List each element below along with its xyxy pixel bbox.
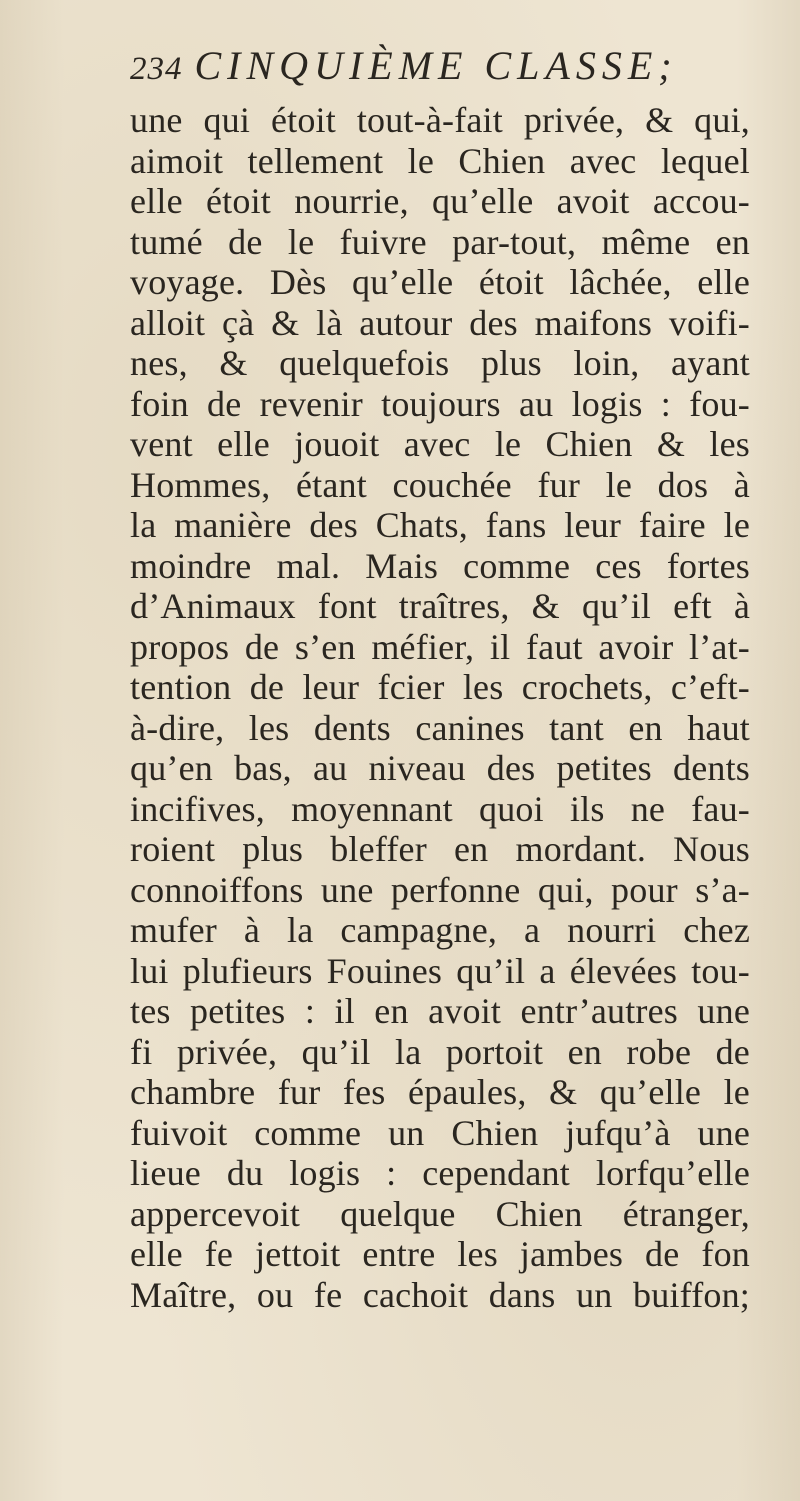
text-line: connoiffons une perfonne qui, pour s’a- — [130, 869, 750, 910]
text-line: qu’en bas, au niveau des petites dents — [130, 748, 750, 788]
text-line: alloit çà & là autour des maifons voifi- — [130, 302, 750, 343]
text-line: moindre mal. Mais comme ces fortes — [130, 545, 750, 586]
text-line: incifives, moyennant quoi ils ne fau- — [130, 788, 750, 829]
text-line: chambre fur fes épaules, & qu’elle le — [130, 1072, 750, 1112]
text-line: d’Animaux font traîtres, & qu’il eft à — [130, 586, 750, 626]
text-line: foin de revenir toujours au logis : fou- — [130, 383, 750, 424]
text-line: tes petites : il en avoit entr’autres une — [130, 991, 750, 1031]
text-line: aimoit tellement le Chien avec lequel — [130, 140, 750, 181]
text-line: Hommes, étant couchée fur le dos à — [130, 464, 750, 505]
text-line: propos de s’en méfier, il faut avoir l’at- — [130, 626, 750, 667]
page-header — [130, 42, 770, 102]
text-line: fuivoit comme un Chien jufqu’à une — [130, 1112, 750, 1153]
page-number: 234 — [130, 51, 183, 87]
text-line: voyage. Dès qu’elle étoit lâchée, elle — [130, 262, 750, 302]
text-line: tumé de le fuivre par-tout, même en — [130, 221, 750, 262]
text-line: appercevoit quelque Chien étranger, — [130, 1193, 750, 1234]
text-line: lieue du logis : cependant lorfqu’elle — [130, 1153, 750, 1193]
text-line: elle étoit nourrie, qu’elle avoit accou- — [130, 181, 750, 221]
text-line: la manière des Chats, fans leur faire le — [130, 505, 750, 545]
text-line: à-dire, les dents canines tant en haut — [130, 707, 750, 748]
text-line: lui plufieurs Fouines qu’il a élevées tou- — [130, 950, 750, 991]
text-line: tention de leur fcier les crochets, c’eft- — [130, 667, 750, 707]
body-text — [130, 100, 750, 1315]
text-line: nes, & quelquefois plus loin, ayant — [130, 343, 750, 383]
running-head: CINQUIÈME CLASSE; — [194, 43, 678, 88]
text-line: roient plus bleffer en mordant. Nous — [130, 829, 750, 869]
text-line: Maître, ou fe cachoit dans un buiffon; — [130, 1274, 750, 1315]
text-line: vent elle jouoit avec le Chien & les — [130, 424, 750, 464]
text-line: mufer à la campagne, a nourri chez — [130, 910, 750, 950]
text-line: fi privée, qu’il la portoit en robe de — [130, 1031, 750, 1072]
text-line: elle fe jettoit entre les jambes de fon — [130, 1234, 750, 1274]
text-line: une qui étoit tout-à-fait privée, & qui, — [130, 100, 750, 140]
